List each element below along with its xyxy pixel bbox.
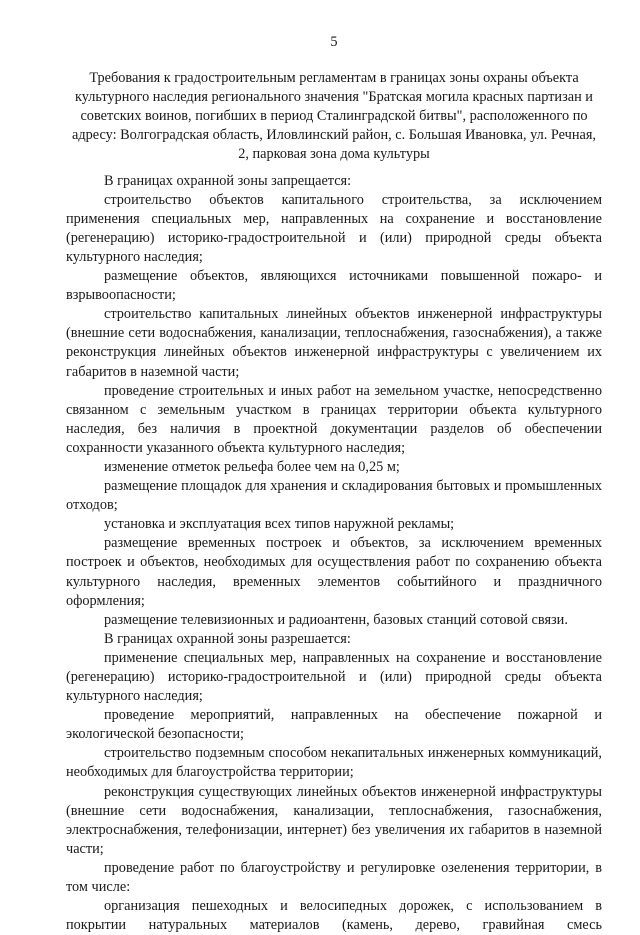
paragraph: изменение отметок рельефа более чем на 0,25 м; [104, 458, 400, 475]
document-body [66, 172, 602, 935]
paragraph: проведение работ по благоустройству и регулировке озеленения территории, в том числе: [66, 859, 602, 896]
paragraph: строительство капитальных линейных объектов инженерной инфраструктуры (внешние сети водоснабжения, канализации, теплоснабжения, газоснабжения), а также реконструкция линейных объектов инженерной инфраструктуры с увеличением их габаритов в наземной части; [66, 306, 602, 380]
paragraph: В границах охранной зоны разрешается: [104, 630, 351, 647]
paragraph: размещение телевизионных и радиоантенн, базовых станций сотовой связи. [104, 611, 568, 628]
paragraph: строительство подземным способом некапитальных инженерных коммуникаций, необходимых для благоустройства территории; [66, 745, 602, 781]
paragraph: проведение мероприятий, направленных на обеспечение пожарной и экологической безопасности; [66, 707, 602, 743]
document-title: Требования к градостроительным регламентам в границах зоны охраны объекта культурного наследия регионального значения "Братская могила красных партизан и советских воинов, погибших в период Сталинградской битвы", расположенного по адресу: Волгоградская область, Иловлинский район, с. Большая Ивановка, ул. Речная, 2, парковая зона дома культуры [71, 70, 597, 163]
paragraph: размещение площадок для хранения и складирования бытовых и промышленных отходов; [66, 478, 602, 514]
paragraph: установка и эксплуатация всех типов наружной рекламы; [104, 516, 455, 533]
paragraph: строительство объектов капитального строительства, за исключением применения специальных мер, направленных на сохранение и восстановление (регенерацию) историко-градостроительной и (или) природной среды объекта культурного наследия; [66, 191, 602, 265]
paragraph: размещение временных построек и объектов, за исключением временных построек и объектов, необходимых для осуществления работ по сохранению объекта культурного наследия, временных элементов событийного и праздничного оформления; [66, 535, 602, 609]
page-number: 5 [330, 34, 338, 50]
paragraph: реконструкция существующих линейных объектов инженерной инфраструктуры (внешние сети водоснабжения, канализации, теплоснабжения, газоснабжения, электроснабжения, телефонизации, интернет) без увеличения их габаритов в наземной части; [66, 783, 602, 857]
paragraph: проведение строительных и иных работ на земельном участке, непосредственно связанном с земельным участком в границах территории объекта культурного наследия, без наличия в проектной документации разделов об обеспечении сохранности указанного объекта культурного наследия; [66, 382, 602, 456]
paragraph: В границах охранной зоны запрещается: [104, 172, 352, 189]
paragraph: размещение объектов, являющихся источниками повышенной пожаро- и взрывоопасности; [66, 268, 602, 304]
paragraph: организация пешеходных и велосипедных дорожек, с использованием в покрытии натуральных материалов (камень, дерево, гравийная смесь [66, 898, 602, 934]
paragraph: применение специальных мер, направленных на сохранение и восстановление (регенерацию) историко-градостроительной и (или) природной среды объекта культурного наследия; [66, 649, 602, 705]
